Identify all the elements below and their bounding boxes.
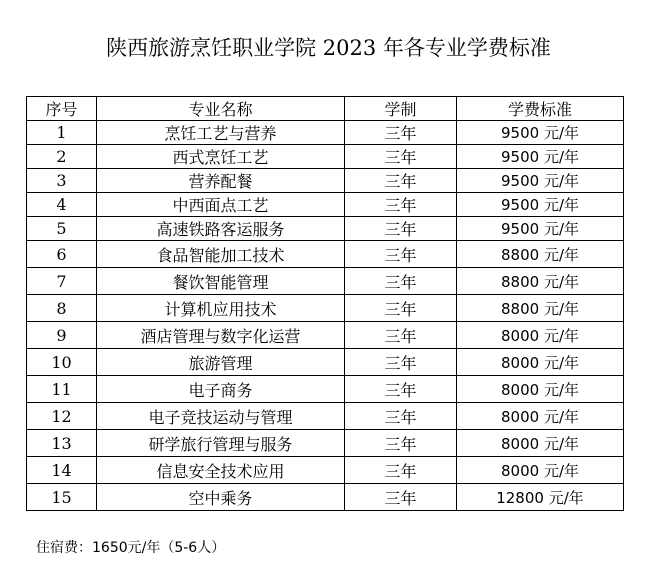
cell-fee: 8000 元/年 <box>457 376 624 403</box>
table-row <box>27 121 624 145</box>
cell-no: 2 <box>27 145 97 169</box>
cell-major: 酒店管理与数字化运营 <box>97 322 345 349</box>
cell-major: 空中乘务 <box>97 484 345 511</box>
page-title: 陕西旅游烹饪职业学院 2023 年各专业学费标准 <box>106 36 551 60</box>
table-row <box>27 457 624 484</box>
cell-fee: 8000 元/年 <box>457 403 624 430</box>
cell-major: 食品智能加工技术 <box>97 241 345 268</box>
cell-duration: 三年 <box>345 121 457 145</box>
table-row <box>27 169 624 193</box>
table-row <box>27 241 624 268</box>
cell-fee: 8800 元/年 <box>457 295 624 322</box>
cell-no: 3 <box>27 169 97 193</box>
cell-major: 烹饪工艺与营养 <box>97 121 345 145</box>
cell-no: 12 <box>27 403 97 430</box>
header-duration: 学制 <box>345 97 457 121</box>
table-row <box>27 376 624 403</box>
cell-no: 10 <box>27 349 97 376</box>
cell-fee: 8000 元/年 <box>457 322 624 349</box>
cell-fee: 8800 元/年 <box>457 241 624 268</box>
cell-fee: 9500 元/年 <box>457 193 624 217</box>
cell-duration: 三年 <box>345 295 457 322</box>
table-row <box>27 217 624 241</box>
cell-no: 13 <box>27 430 97 457</box>
cell-fee: 9500 元/年 <box>457 217 624 241</box>
cell-duration: 三年 <box>345 268 457 295</box>
cell-fee: 9500 元/年 <box>457 169 624 193</box>
cell-major: 高速铁路客运服务 <box>97 217 345 241</box>
table-header-row <box>27 97 624 121</box>
table-row <box>27 322 624 349</box>
cell-major: 旅游管理 <box>97 349 345 376</box>
cell-no: 4 <box>27 193 97 217</box>
cell-duration: 三年 <box>345 322 457 349</box>
cell-no: 5 <box>27 217 97 241</box>
cell-fee: 9500 元/年 <box>457 121 624 145</box>
cell-major: 计算机应用技术 <box>97 295 345 322</box>
cell-no: 8 <box>27 295 97 322</box>
cell-major: 信息安全技术应用 <box>97 457 345 484</box>
cell-fee: 9500 元/年 <box>457 145 624 169</box>
tuition-table <box>26 96 624 511</box>
header-no: 序号 <box>27 97 97 121</box>
table-row <box>27 484 624 511</box>
cell-no: 7 <box>27 268 97 295</box>
cell-major: 电子商务 <box>97 376 345 403</box>
table-row <box>27 268 624 295</box>
table-row <box>27 295 624 322</box>
cell-no: 9 <box>27 322 97 349</box>
table-row <box>27 403 624 430</box>
cell-no: 1 <box>27 121 97 145</box>
cell-duration: 三年 <box>345 169 457 193</box>
cell-no: 6 <box>27 241 97 268</box>
cell-duration: 三年 <box>345 403 457 430</box>
cell-major: 营养配餐 <box>97 169 345 193</box>
cell-duration: 三年 <box>345 430 457 457</box>
cell-major: 电子竞技运动与管理 <box>97 403 345 430</box>
table-row <box>27 430 624 457</box>
table-row <box>27 349 624 376</box>
cell-duration: 三年 <box>345 457 457 484</box>
cell-fee: 8000 元/年 <box>457 457 624 484</box>
table-row <box>27 193 624 217</box>
accommodation-fee-note: 住宿费：1650元/年（5-6人） <box>36 540 226 556</box>
cell-major: 中西面点工艺 <box>97 193 345 217</box>
cell-fee: 12800 元/年 <box>457 484 624 511</box>
cell-duration: 三年 <box>345 241 457 268</box>
cell-duration: 三年 <box>345 217 457 241</box>
header-fee: 学费标准 <box>457 97 624 121</box>
cell-major: 西式烹饪工艺 <box>97 145 345 169</box>
cell-duration: 三年 <box>345 376 457 403</box>
cell-fee: 8800 元/年 <box>457 268 624 295</box>
header-major: 专业名称 <box>97 97 345 121</box>
table-row <box>27 145 624 169</box>
cell-major: 研学旅行管理与服务 <box>97 430 345 457</box>
cell-no: 14 <box>27 457 97 484</box>
cell-duration: 三年 <box>345 349 457 376</box>
cell-fee: 8000 元/年 <box>457 349 624 376</box>
cell-duration: 三年 <box>345 145 457 169</box>
cell-duration: 三年 <box>345 484 457 511</box>
cell-no: 11 <box>27 376 97 403</box>
cell-duration: 三年 <box>345 193 457 217</box>
cell-no: 15 <box>27 484 97 511</box>
cell-major: 餐饮智能管理 <box>97 268 345 295</box>
cell-fee: 8000 元/年 <box>457 430 624 457</box>
